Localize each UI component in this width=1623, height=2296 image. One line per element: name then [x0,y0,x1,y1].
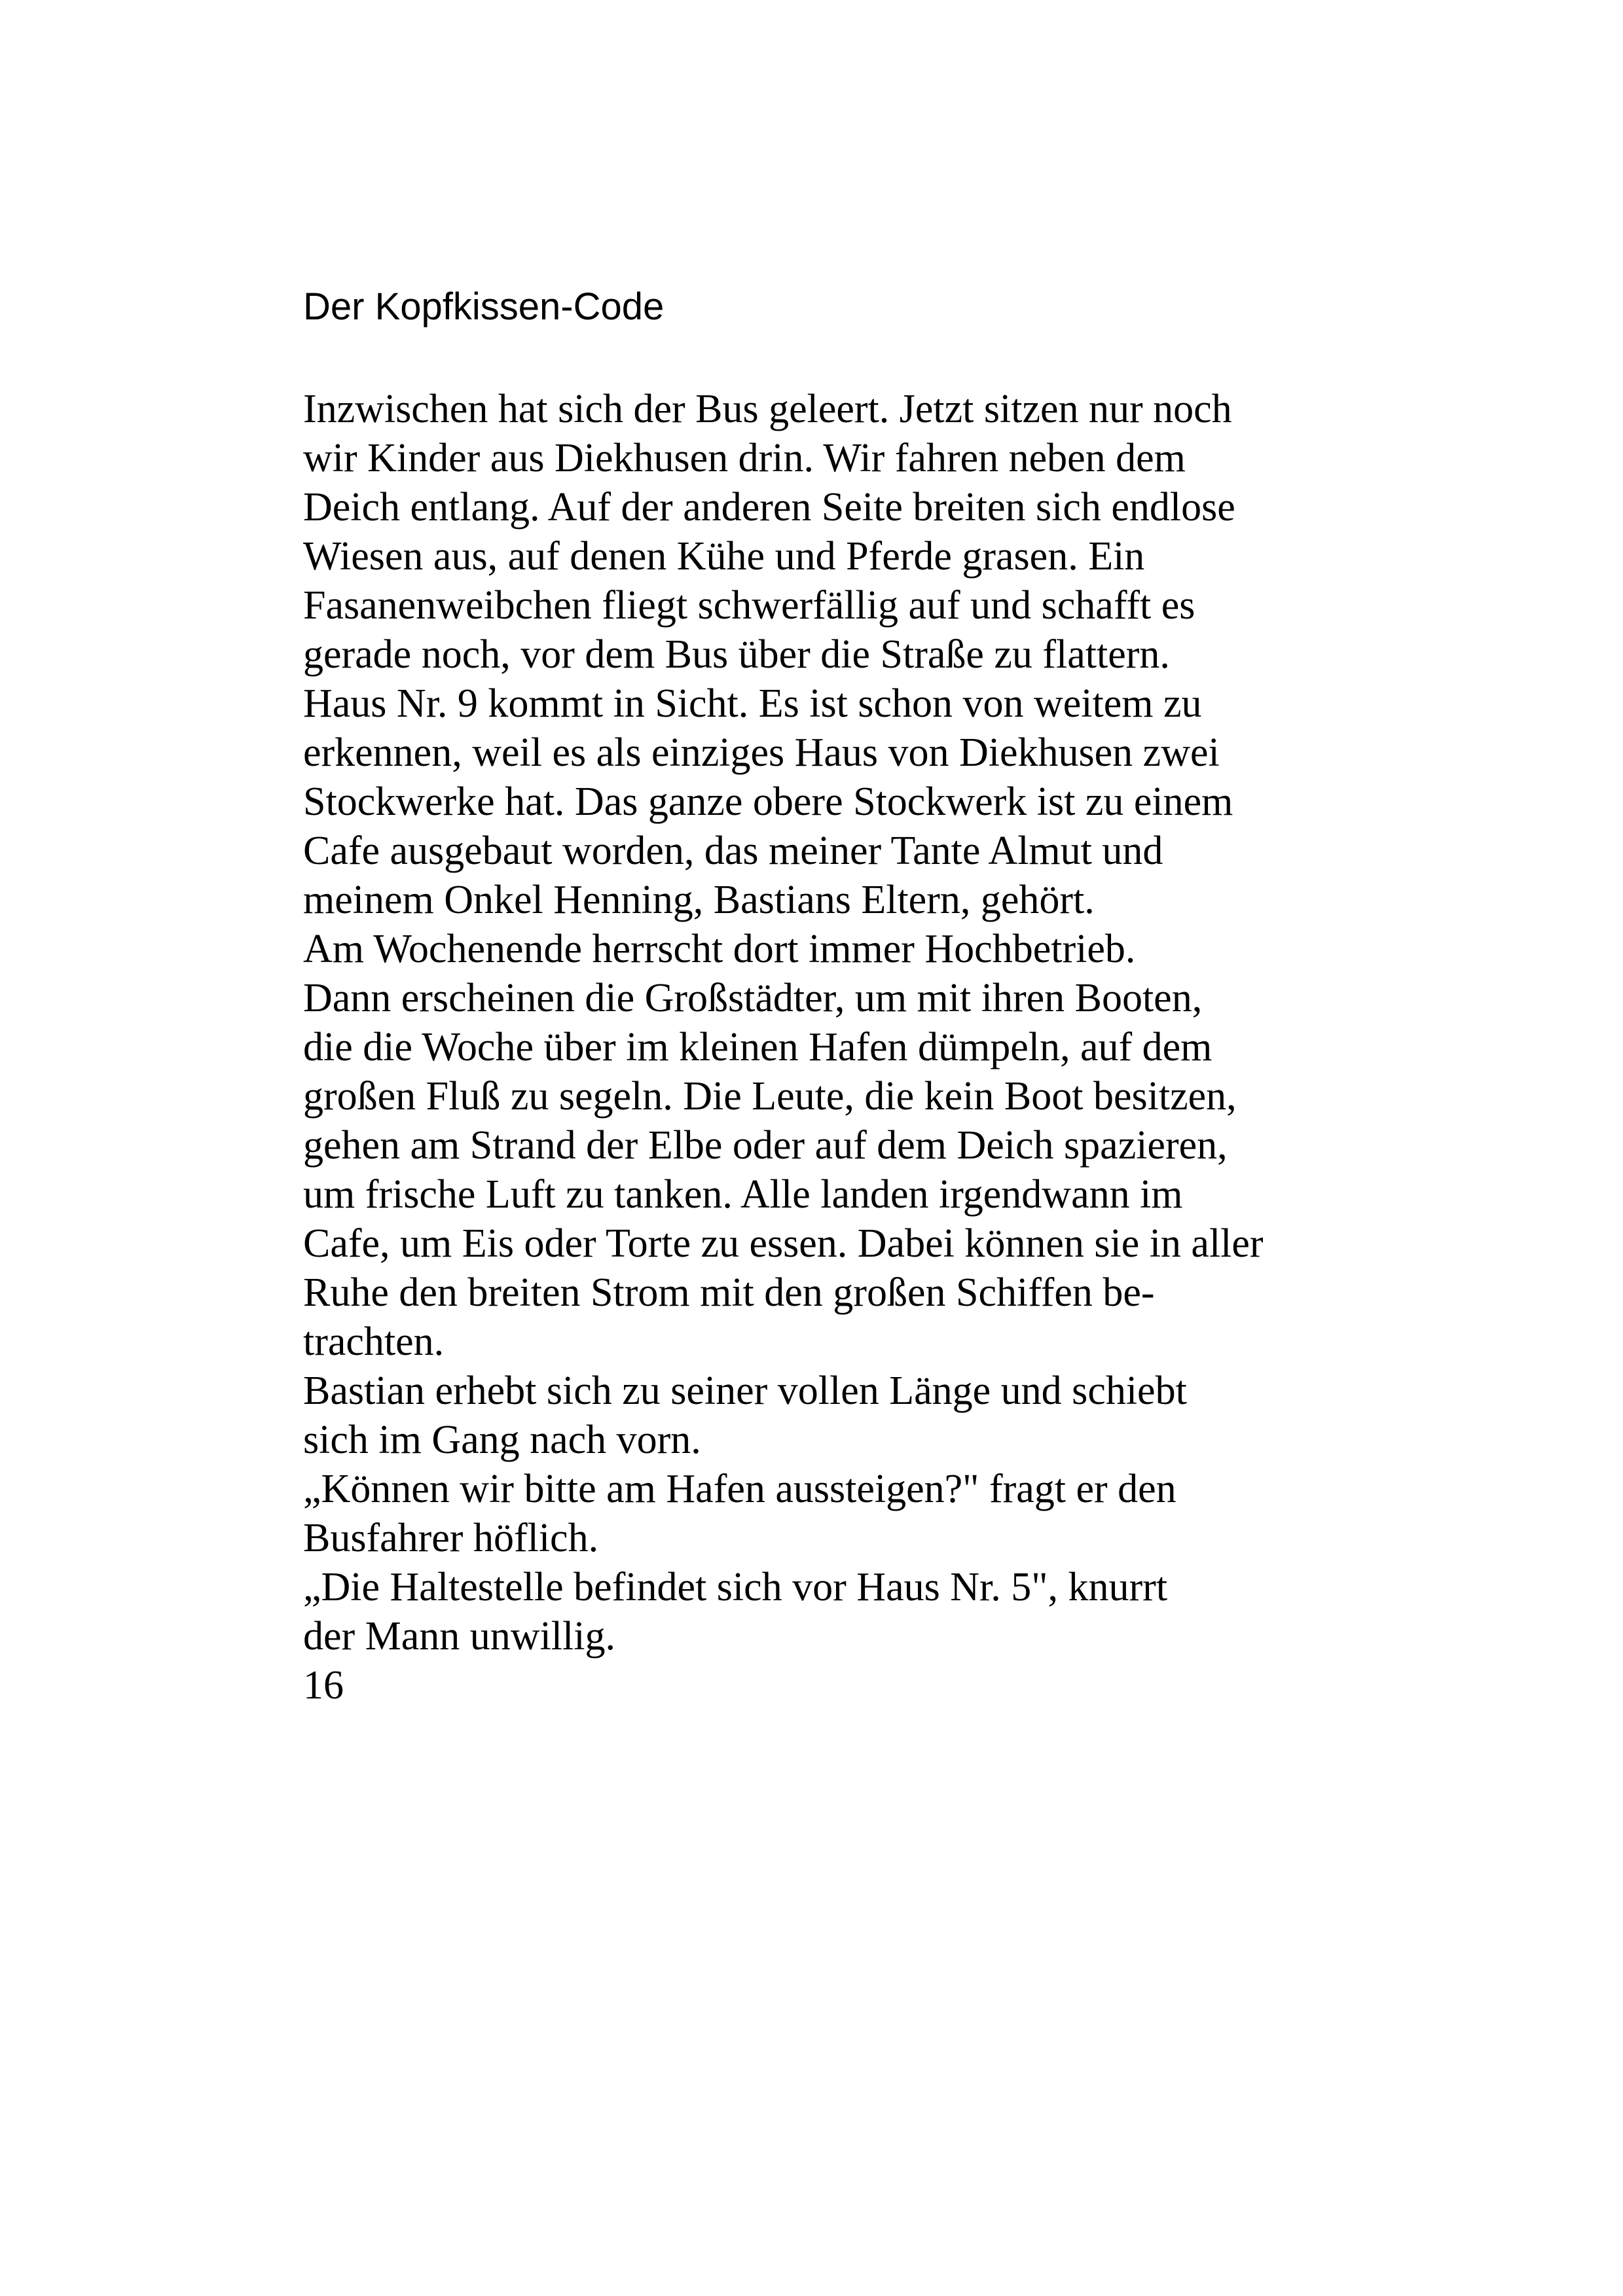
text-line: die die Woche über im kleinen Hafen dümpeln, auf dem [303,1025,1213,1069]
text-line: Deich entlang. Auf der anderen Seite breiten sich endlose [303,485,1235,529]
text-line: wir Kinder aus Diekhusen drin. Wir fahren neben dem [303,436,1186,480]
text-line: „Die Haltestelle befindet sich vor Haus Nr. 5", knurrt [303,1565,1168,1609]
text-line: sich im Gang nach vorn. [303,1418,701,1462]
text-line: Inzwischen hat sich der Bus geleert. Jetzt sitzen nur noch [303,387,1232,431]
text-line: Cafe, um Eis oder Torte zu essen. Dabei können sie in aller [303,1221,1264,1266]
text-line: Bastian erhebt sich zu seiner vollen Länge und schiebt [303,1369,1187,1413]
text-line: erkennen, weil es als einziges Haus von Diekhusen zwei [303,730,1220,775]
text-line: Wiesen aus, auf denen Kühe und Pferde grasen. Ein [303,534,1145,579]
text-line: um frische Luft zu tanken. Alle landen irgendwann im [303,1172,1183,1217]
text-line: gehen am Strand der Elbe oder auf dem Deich spazieren, [303,1123,1228,1168]
text-line: Stockwerke hat. Das ganze obere Stockwerk ist zu einem [303,780,1233,824]
text-line: Ruhe den breiten Strom mit den großen Schiffen be- [303,1270,1155,1315]
page-number: 16 [303,1663,344,1708]
text-line: gerade noch, vor dem Bus über die Straße zu flattern. [303,632,1170,677]
text-line: der Mann unwillig. [303,1614,615,1659]
text-line: Busfahrer höflich. [303,1516,599,1560]
text-line: trachten. [303,1319,445,1364]
text-line: großen Fluß zu segeln. Die Leute, die kein Boot besitzen, [303,1074,1237,1119]
text-line: Am Wochenende herrscht dort immer Hochbetrieb. [303,927,1136,971]
text-line: Haus Nr. 9 kommt in Sicht. Es ist schon von weitem zu [303,681,1202,726]
text-line: meinem Onkel Henning, Bastians Eltern, gehört. [303,878,1095,922]
text-line: Dann erscheinen die Großstädter, um mit ihren Booten, [303,976,1203,1020]
text-line: Fasanenweibchen fliegt schwerfällig auf und schafft es [303,583,1195,628]
text-line: „Können wir bitte am Hafen aussteigen?" fragt er den [303,1467,1176,1511]
body-text [303,385,1482,1710]
text-line: Cafe ausgebaut worden, das meiner Tante Almut und [303,829,1163,873]
book-title: Der Kopfkissen-Code [303,285,665,328]
